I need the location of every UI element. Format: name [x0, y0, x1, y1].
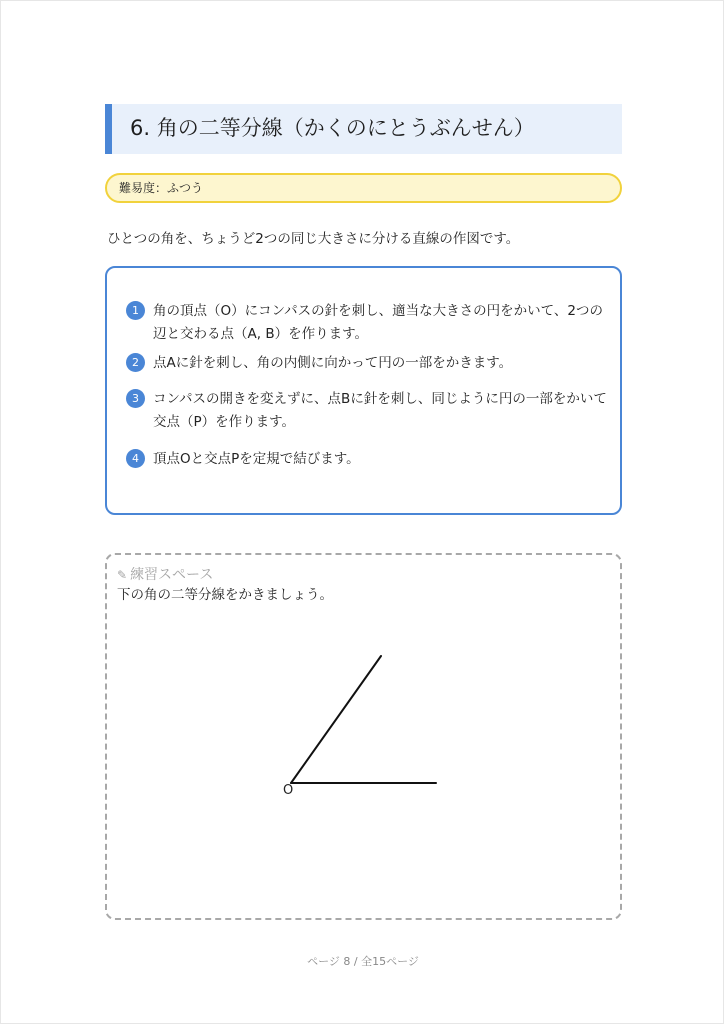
page-number: ページ 8 / 全15ページ: [307, 955, 419, 968]
step-text: 頂点Oと交点Pを定規で結びます。: [153, 451, 360, 467]
step-number-badge: 2: [126, 353, 145, 372]
section-title-bar: [105, 104, 622, 154]
step-number-badge: 1: [126, 301, 145, 320]
difficulty-label: 難易度：ふつう: [119, 181, 204, 195]
step-text: 角の頂点（O）にコンパスの針を刺し、適当な大きさの円をかいて、2つの辺と交わる点（A, B）を作ります。: [153, 303, 603, 342]
difficulty-badge: [105, 173, 622, 203]
vertex-label: O: [283, 783, 294, 798]
page-title: 6. 角の二等分線（かくのにとうぶんせん）: [130, 116, 535, 140]
angle-ray-upper: [291, 656, 381, 783]
step-text: 点Aに針を刺し、角の内側に向かって円の一部をかきます。: [153, 355, 513, 371]
angle-figure: [107, 555, 620, 918]
step-number-badge: 3: [126, 389, 145, 408]
pencil-icon: ✎: [117, 568, 128, 582]
practice-label-text: 練習スペース: [130, 567, 214, 583]
practice-instruction: 下の角の二等分線をかきましょう。: [117, 587, 333, 603]
intro-text: ひとつの角を、ちょうど2つの同じ大きさに分ける直線の作図です。: [107, 231, 520, 247]
steps-box: [105, 266, 622, 515]
practice-space[interactable]: [105, 553, 622, 920]
step-text: コンパスの開きを変えずに、点Bに針を刺し、同じように円の一部をかいて交点（P）を作ります。: [153, 391, 607, 430]
step-number-badge: 4: [126, 449, 145, 468]
